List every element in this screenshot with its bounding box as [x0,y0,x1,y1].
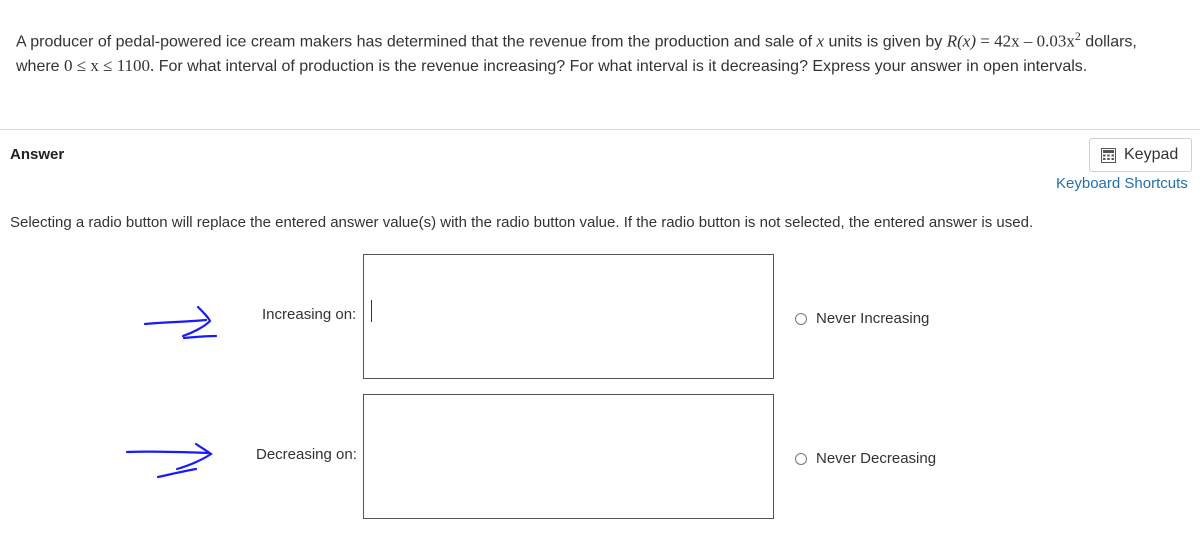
radio-instructions: Selecting a radio button will replace the entered answer value(s) with the radio button value. If the radio button is not selected, the entered answer is used. [10,214,1034,231]
radio-circle-icon [795,453,807,465]
answer-heading: Answer [10,146,65,163]
question-function: R(x) [946,31,976,51]
increasing-input[interactable] [363,254,774,379]
question-part2: units is given by [824,33,947,51]
section-divider [0,129,1200,130]
decreasing-label: Decreasing on: [256,446,357,463]
question-equation: = 42x – 0.03x [976,31,1075,51]
keypad-icon [1101,148,1116,163]
hand-drawn-arrow-icon [122,440,217,485]
never-increasing-label: Never Increasing [816,310,930,327]
question-part5: For what interval of production is the revenue increasing? For what interval is it decreasing? Express your answer in open intervals. [154,58,1088,76]
keypad-label: Keypad [1124,146,1179,163]
question-var-x: x [816,31,824,51]
never-decreasing-radio[interactable] [795,450,936,467]
question-range: 0 ≤ x ≤ 1100. [64,56,155,76]
hand-drawn-arrow-icon [140,300,220,345]
keypad-button[interactable] [1089,138,1192,172]
never-decreasing-label: Never Decreasing [816,450,937,467]
question-text [16,24,1186,79]
question-part3: dollars, [1080,33,1137,51]
never-increasing-radio[interactable] [795,310,929,327]
decreasing-input[interactable] [363,394,774,519]
question-part1: A producer of pedal-powered ice cream makers has determined that the revenue from the production and sale of [16,33,817,51]
question-part4: where [16,58,65,76]
radio-circle-icon [795,313,807,325]
question-exponent: 2 [1074,29,1081,43]
text-caret [371,300,372,322]
increasing-label: Increasing on: [262,306,357,323]
keyboard-shortcuts-link[interactable]: Keyboard Shortcuts [1056,175,1188,192]
